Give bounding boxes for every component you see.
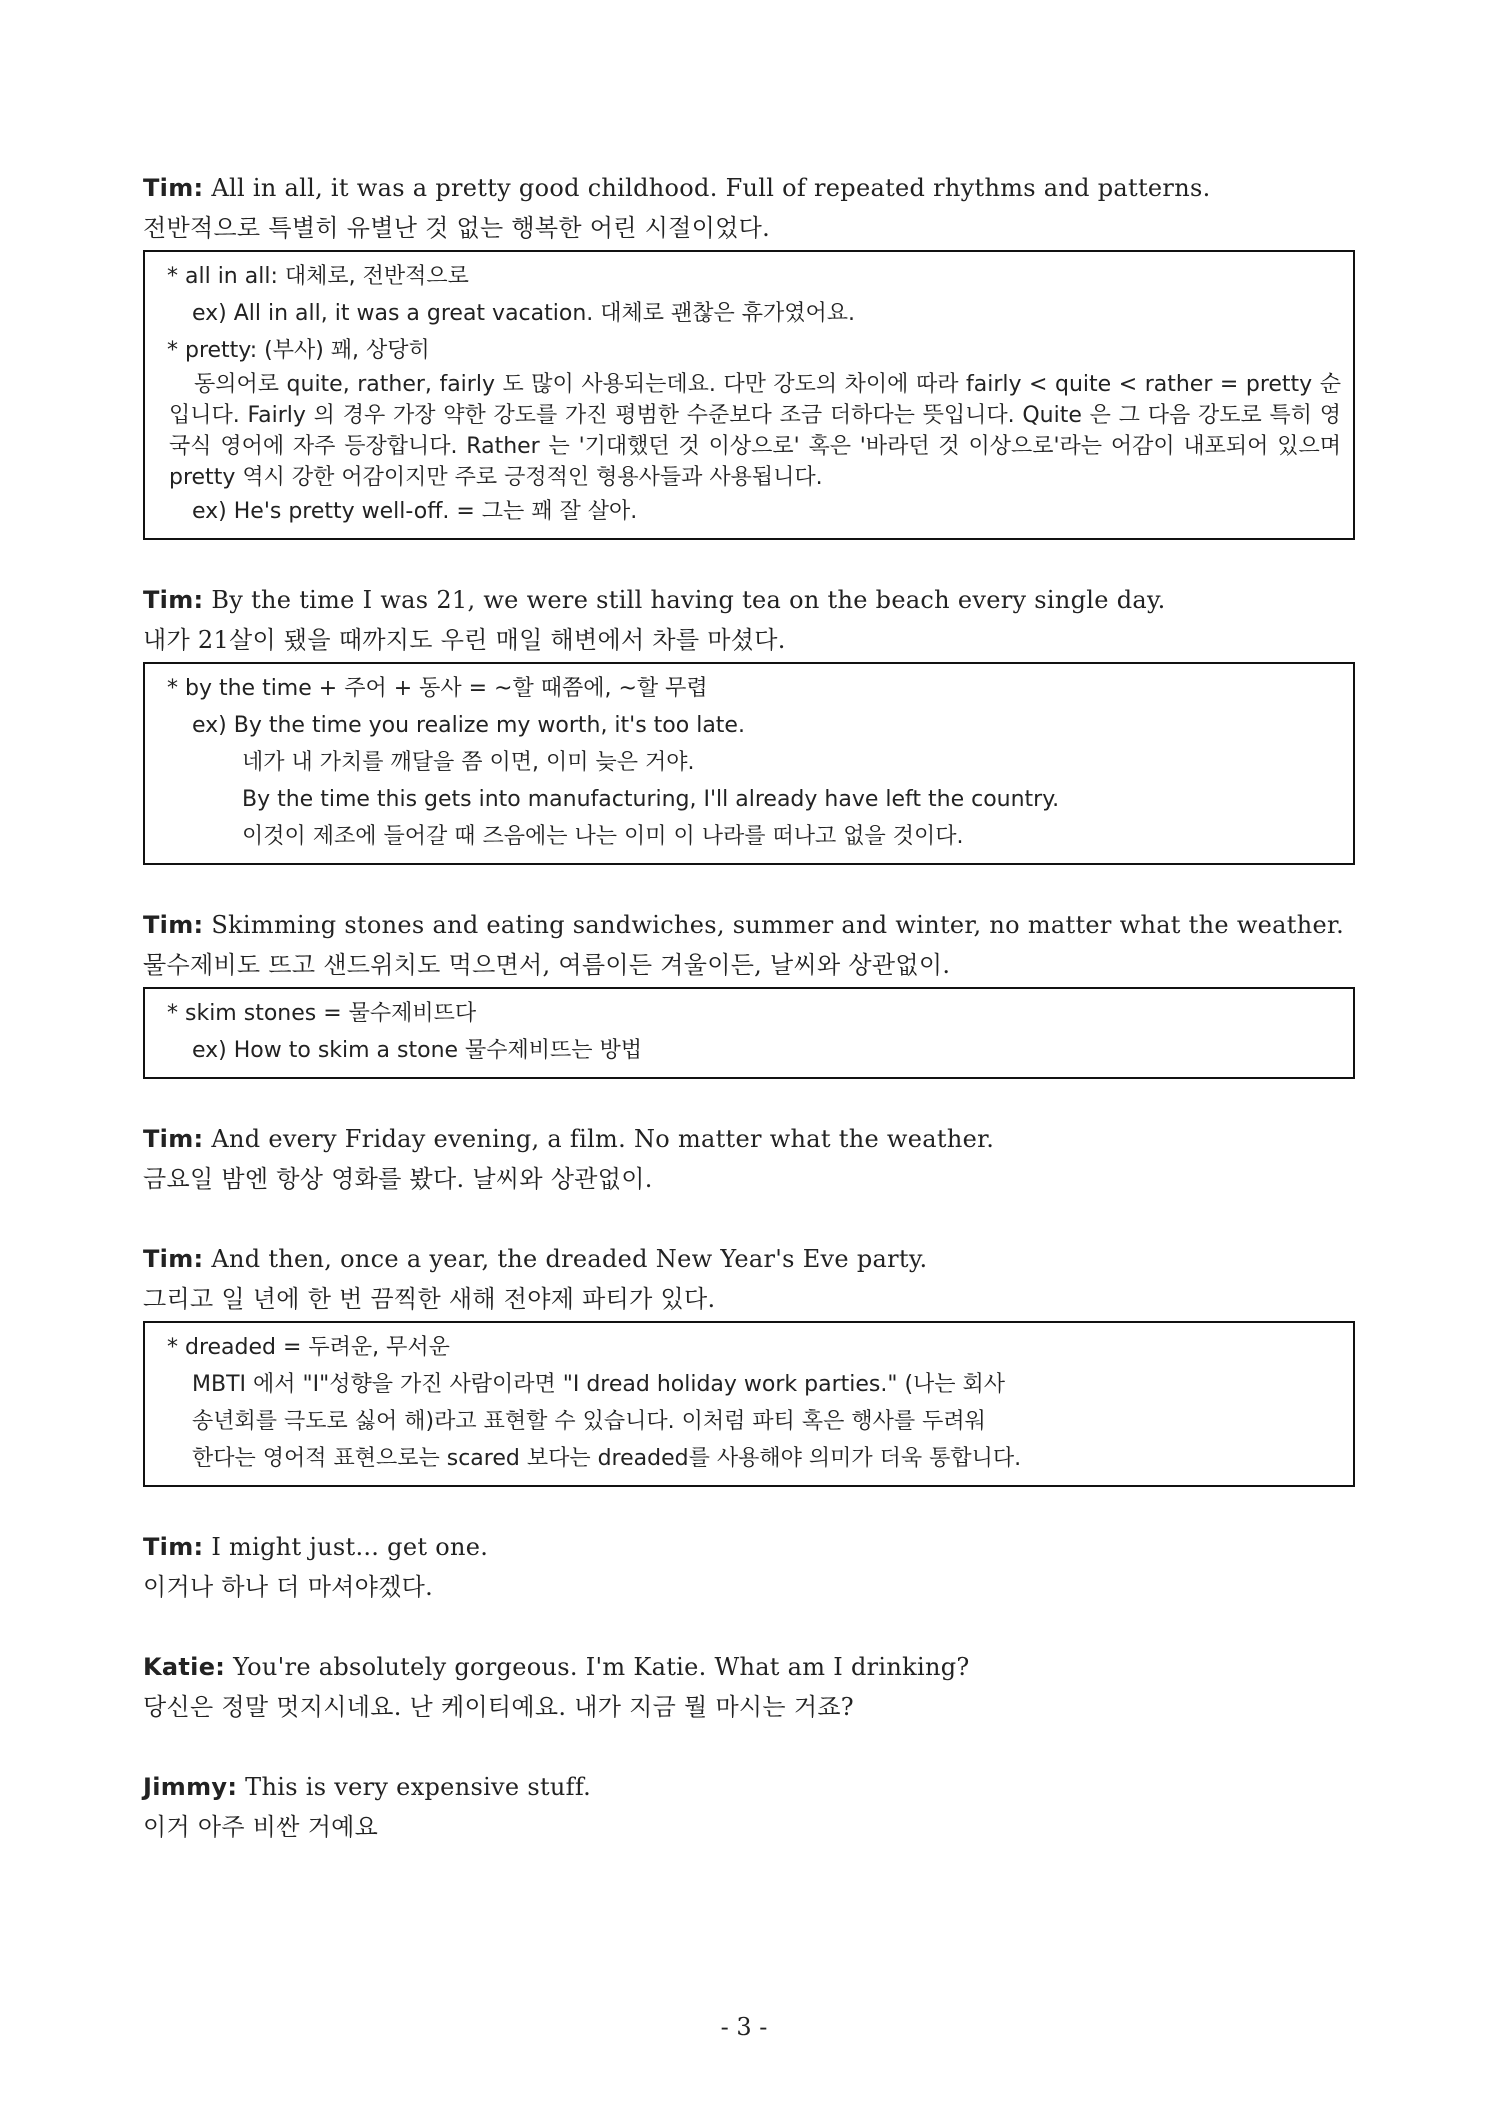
korean-translation: 금요일 밤엔 항상 영화를 봤다. 날씨와 상관없이.: [143, 1165, 653, 1193]
speaker-name: Tim:: [143, 174, 204, 202]
english-text: And every Friday evening, a film. No matter what the weather.: [211, 1125, 995, 1153]
note-example: ex) How to skim a stone 물수제비뜨는 방법: [192, 1038, 643, 1063]
document-page: [143, 168, 1355, 1887]
dialogue-line-en: [143, 1239, 1355, 1279]
dialogue-line-en: [143, 580, 1355, 620]
note-heading: * pretty: (부사) 꽤, 상당히: [167, 338, 430, 363]
speaker-name: Katie:: [143, 1653, 226, 1681]
note-heading: * dreaded = 두려운, 무서운: [167, 1335, 450, 1360]
korean-translation: 전반적으로 특별히 유별난 것 없는 행복한 어린 시절이었다.: [143, 214, 771, 242]
note-example: ex) All in all, it was a great vacation. 대체로 괜찮은 휴가였어요.: [192, 301, 856, 326]
english-text: And then, once a year, the dreaded New Year's Eve party.: [211, 1245, 928, 1273]
speaker-name: Jimmy:: [143, 1773, 238, 1801]
korean-translation: 이거 아주 비싼 거예요: [143, 1813, 379, 1841]
note-box: [143, 662, 1355, 865]
note-example-translation: 이것이 제조에 들어갈 때 즈음에는 나는 이미 이 나라를 떠나고 없을 것이다.: [242, 824, 964, 849]
note-heading: * all in all: 대체로, 전반적으로: [167, 264, 469, 289]
note-example: By the time this gets into manufacturing, I'll already have left the country.: [242, 787, 1060, 812]
speaker-name: Tim:: [143, 1533, 204, 1561]
english-text: I might just... get one.: [211, 1533, 489, 1561]
note-text-line: 한다는 영어적 표현으로는 scared 보다는 dreaded를 사용해야 의미가 더욱 통합니다.: [192, 1446, 1022, 1471]
english-text: All in all, it was a pretty good childhood. Full of repeated rhythms and patterns.: [211, 174, 1211, 202]
note-heading: * by the time + 주어 + 동사 = ~할 때쯤에, ~할 무렵: [167, 676, 708, 701]
note-example-translation: 네가 내 가치를 깨달을 쯤 이면, 이미 늦은 거야.: [242, 750, 695, 775]
dialogue-line-en: [143, 1527, 1355, 1567]
note-box: [143, 250, 1355, 540]
note-box: [143, 1321, 1355, 1487]
english-text: By the time I was 21, we were still having tea on the beach every single day.: [211, 586, 1166, 614]
note-heading: * skim stones = 물수제비뜨다: [167, 1001, 477, 1026]
english-text: You're absolutely gorgeous. I'm Katie. What am I drinking?: [233, 1653, 970, 1681]
dialogue-block-6: [143, 1527, 1355, 1607]
speaker-name: Tim:: [143, 1125, 204, 1153]
speaker-name: Tim:: [143, 1245, 204, 1273]
note-example: ex) By the time you realize my worth, it's too late.: [192, 713, 745, 738]
dialogue-line-en: [143, 1767, 1355, 1807]
korean-translation: 물수제비도 뜨고 샌드위치도 먹으면서, 여름이든 겨울이든, 날씨와 상관없이.: [143, 951, 951, 979]
english-text: This is very expensive stuff.: [245, 1773, 592, 1801]
note-example: ex) He's pretty well-off. = 그는 꽤 잘 살아.: [192, 499, 638, 524]
dialogue-block-4: [143, 1119, 1355, 1199]
korean-translation: 내가 21살이 됐을 때까지도 우린 매일 해변에서 차를 마셨다.: [143, 626, 786, 654]
dialogue-line-en: [143, 168, 1355, 208]
note-text-line: 송년회를 극도로 싫어 해)라고 표현할 수 있습니다. 이처럼 파티 혹은 행사를 두려워: [192, 1409, 986, 1434]
english-text: Skimming stones and eating sandwiches, summer and winter, no matter what the weather.: [211, 911, 1345, 939]
note-text-line: MBTI 에서 "I"성향을 가진 사람이라면 "I dread holiday work parties." (나는 회사: [192, 1372, 1006, 1397]
dialogue-block-3: [143, 905, 1355, 1079]
dialogue-line-en: [143, 905, 1355, 945]
dialogue-block-8: [143, 1767, 1355, 1847]
note-paragraph: 동의어로 quite, rather, fairly 도 많이 사용되는데요. 다만 강도의 차이에 따라 fairly < quite < rather = pretty 순입니다. Fairly 의 경우 가장 약한 강도를 가진 평범한 수준보다 조금 더하다는 뜻입니다. Quite 은 그 다음 강도로 특히 영국식 영어에 자주 등장합니다. Rather 는 '기대했던 것 이상으로' 혹은 '바라던 것 이상으로'라는 어감이 내포되어 있으며 pretty 역시 강한 어감이지만 주로 긍정적인 형용사들과 사용됩니다.: [169, 372, 1341, 490]
speaker-name: Tim:: [143, 911, 204, 939]
dialogue-block-1: [143, 168, 1355, 540]
korean-translation: 당신은 정말 멋지시네요. 난 케이티예요. 내가 지금 뭘 마시는 거죠?: [143, 1693, 854, 1721]
korean-translation: 그리고 일 년에 한 번 끔찍한 새해 전야제 파티가 있다.: [143, 1285, 716, 1313]
note-box: [143, 987, 1355, 1079]
dialogue-line-en: [143, 1119, 1355, 1159]
speaker-name: Tim:: [143, 586, 204, 614]
korean-translation: 이거나 하나 더 마셔야겠다.: [143, 1573, 434, 1601]
dialogue-block-2: [143, 580, 1355, 865]
dialogue-block-5: [143, 1239, 1355, 1487]
dialogue-line-en: [143, 1647, 1355, 1687]
dialogue-block-7: [143, 1647, 1355, 1727]
page-number: - 3 -: [720, 2013, 768, 2041]
